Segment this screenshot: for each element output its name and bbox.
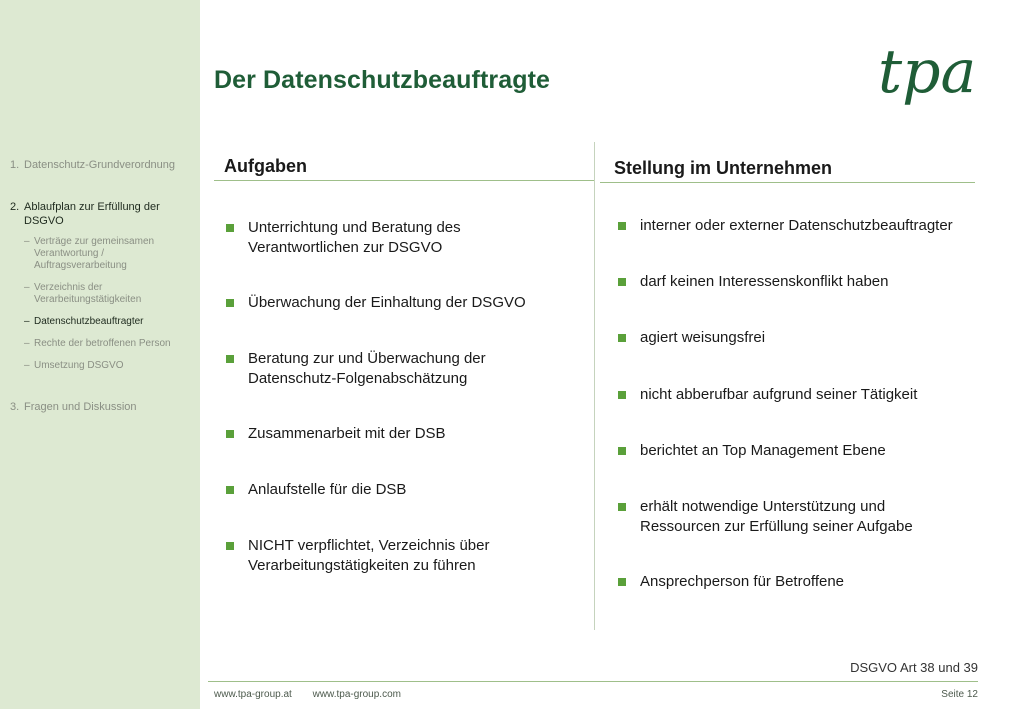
aufgaben-item [226,349,586,389]
nav-item-label: Datenschutz-Grundverordnung [24,159,176,171]
stellung-item [618,572,978,592]
dash-icon: – [24,236,30,247]
stellung-item [618,497,978,537]
stellung-item [618,328,978,348]
footer-links [214,689,419,700]
aufgaben-item [226,536,586,576]
bullet-text: erhält notwendige Unterstützung und [640,498,886,515]
bullet-text: interner oder externer Datenschutzbeauftragter [640,217,953,234]
stellung-item [618,441,978,461]
stellung-item [618,385,978,405]
bullet-text: Unterrichtung und Beratung des [248,219,461,236]
nav-sub-label: Verzeichnis der Verarbeitungstätigkeiten [34,282,142,305]
bullet-square-icon [618,447,626,455]
aufgaben-item [226,480,586,500]
nav-sub-verzeichnis[interactable] [24,282,190,306]
bullet-text: Verarbeitungstätigkeiten zu führen [248,557,476,574]
nav-item-ablaufplan[interactable] [10,200,190,228]
aufgaben-item [226,218,586,258]
bullet-text: Beratung zur und Überwachung der [248,350,486,367]
bullet-square-icon [226,430,234,438]
footer-link-com[interactable]: www.tpa-group.com [312,689,401,700]
bullet-text: Ansprechperson für Betroffene [640,573,845,590]
nav-item-label: Ablaufplan zur Erfüllung der DSGVO [24,201,160,227]
bullet-square-icon [618,503,626,511]
nav-item-number: 2. [10,201,20,213]
left-heading-rule [214,180,594,181]
bullet-text: Verantwortlichen zur DSGVO [248,239,443,256]
nav-sub-label: Datenschutzbeauftragter [34,316,144,327]
page-title: Der Datenschutzbeauftragte [214,66,550,94]
nav-item-number: 1. [10,159,20,171]
bullet-text: darf keinen Interessenskonflikt haben [640,273,889,290]
sidebar [0,0,200,709]
nav-sub-rechte[interactable] [24,338,190,350]
bullet-text: Anlaufstelle für die DSB [248,481,407,498]
nav-sub-label: Rechte der betroffenen Person [34,338,171,349]
dash-icon: – [24,360,30,371]
dash-icon: – [24,282,30,293]
bullet-square-icon [618,391,626,399]
column-divider [594,142,595,630]
bullet-text: berichtet an Top Management Ebene [640,442,886,459]
right-heading-rule [600,182,975,183]
footer-link-at[interactable]: www.tpa-group.at [214,689,292,700]
bullet-text: agiert weisungsfrei [640,329,766,346]
stellung-heading: Stellung im Unternehmen [614,158,833,178]
logo-text: tpa [878,37,977,107]
stellung-item [618,216,978,236]
bullet-square-icon [618,334,626,342]
bullet-square-icon [618,222,626,230]
bullet-square-icon [618,578,626,586]
nav-sub-label: Verträge zur gemeinsamen Verantwortung / Auftragsverarbeitung [34,236,155,271]
nav-item-fragen[interactable] [10,400,190,414]
bullet-text: Ressourcen zur Erfüllung seiner Aufgabe [640,518,913,535]
bullet-square-icon [226,355,234,363]
nav-sub-datenschutzbeauftragter[interactable] [24,316,190,328]
nav-sub-label: Umsetzung DSGVO [34,360,124,371]
bullet-text: nicht abberufbar aufgrund seiner Tätigkeit [640,386,918,403]
aufgaben-item [226,424,586,444]
footer-rule [208,681,978,682]
bullet-square-icon [226,299,234,307]
stellung-item [618,272,978,292]
bullet-text: Überwachung der Einhaltung der DSGVO [248,294,526,311]
aufgaben-item [226,293,586,313]
nav-sub-vertraege[interactable] [24,236,190,272]
bullet-square-icon [226,224,234,232]
bullet-text: Datenschutz-Folgenabschätzung [248,370,468,387]
nav-item-number: 3. [10,401,20,413]
nav-sub-umsetzung[interactable] [24,360,190,372]
page-number: Seite 12 [941,689,978,700]
tpa-logo [876,30,980,114]
agenda-nav [10,158,190,414]
bullet-square-icon [226,542,234,550]
bullet-text: NICHT verpflichtet, Verzeichnis über [248,537,490,554]
legal-reference: DSGVO Art 38 und 39 [850,660,978,675]
bullet-square-icon [226,486,234,494]
bullet-text: Zusammenarbeit mit der DSB [248,425,446,442]
dash-icon: – [24,316,30,327]
nav-item-grundverordnung[interactable] [10,158,190,172]
aufgaben-heading: Aufgaben [224,156,307,176]
bullet-square-icon [618,278,626,286]
dash-icon: – [24,338,30,349]
nav-item-label: Fragen und Diskussion [24,401,137,413]
